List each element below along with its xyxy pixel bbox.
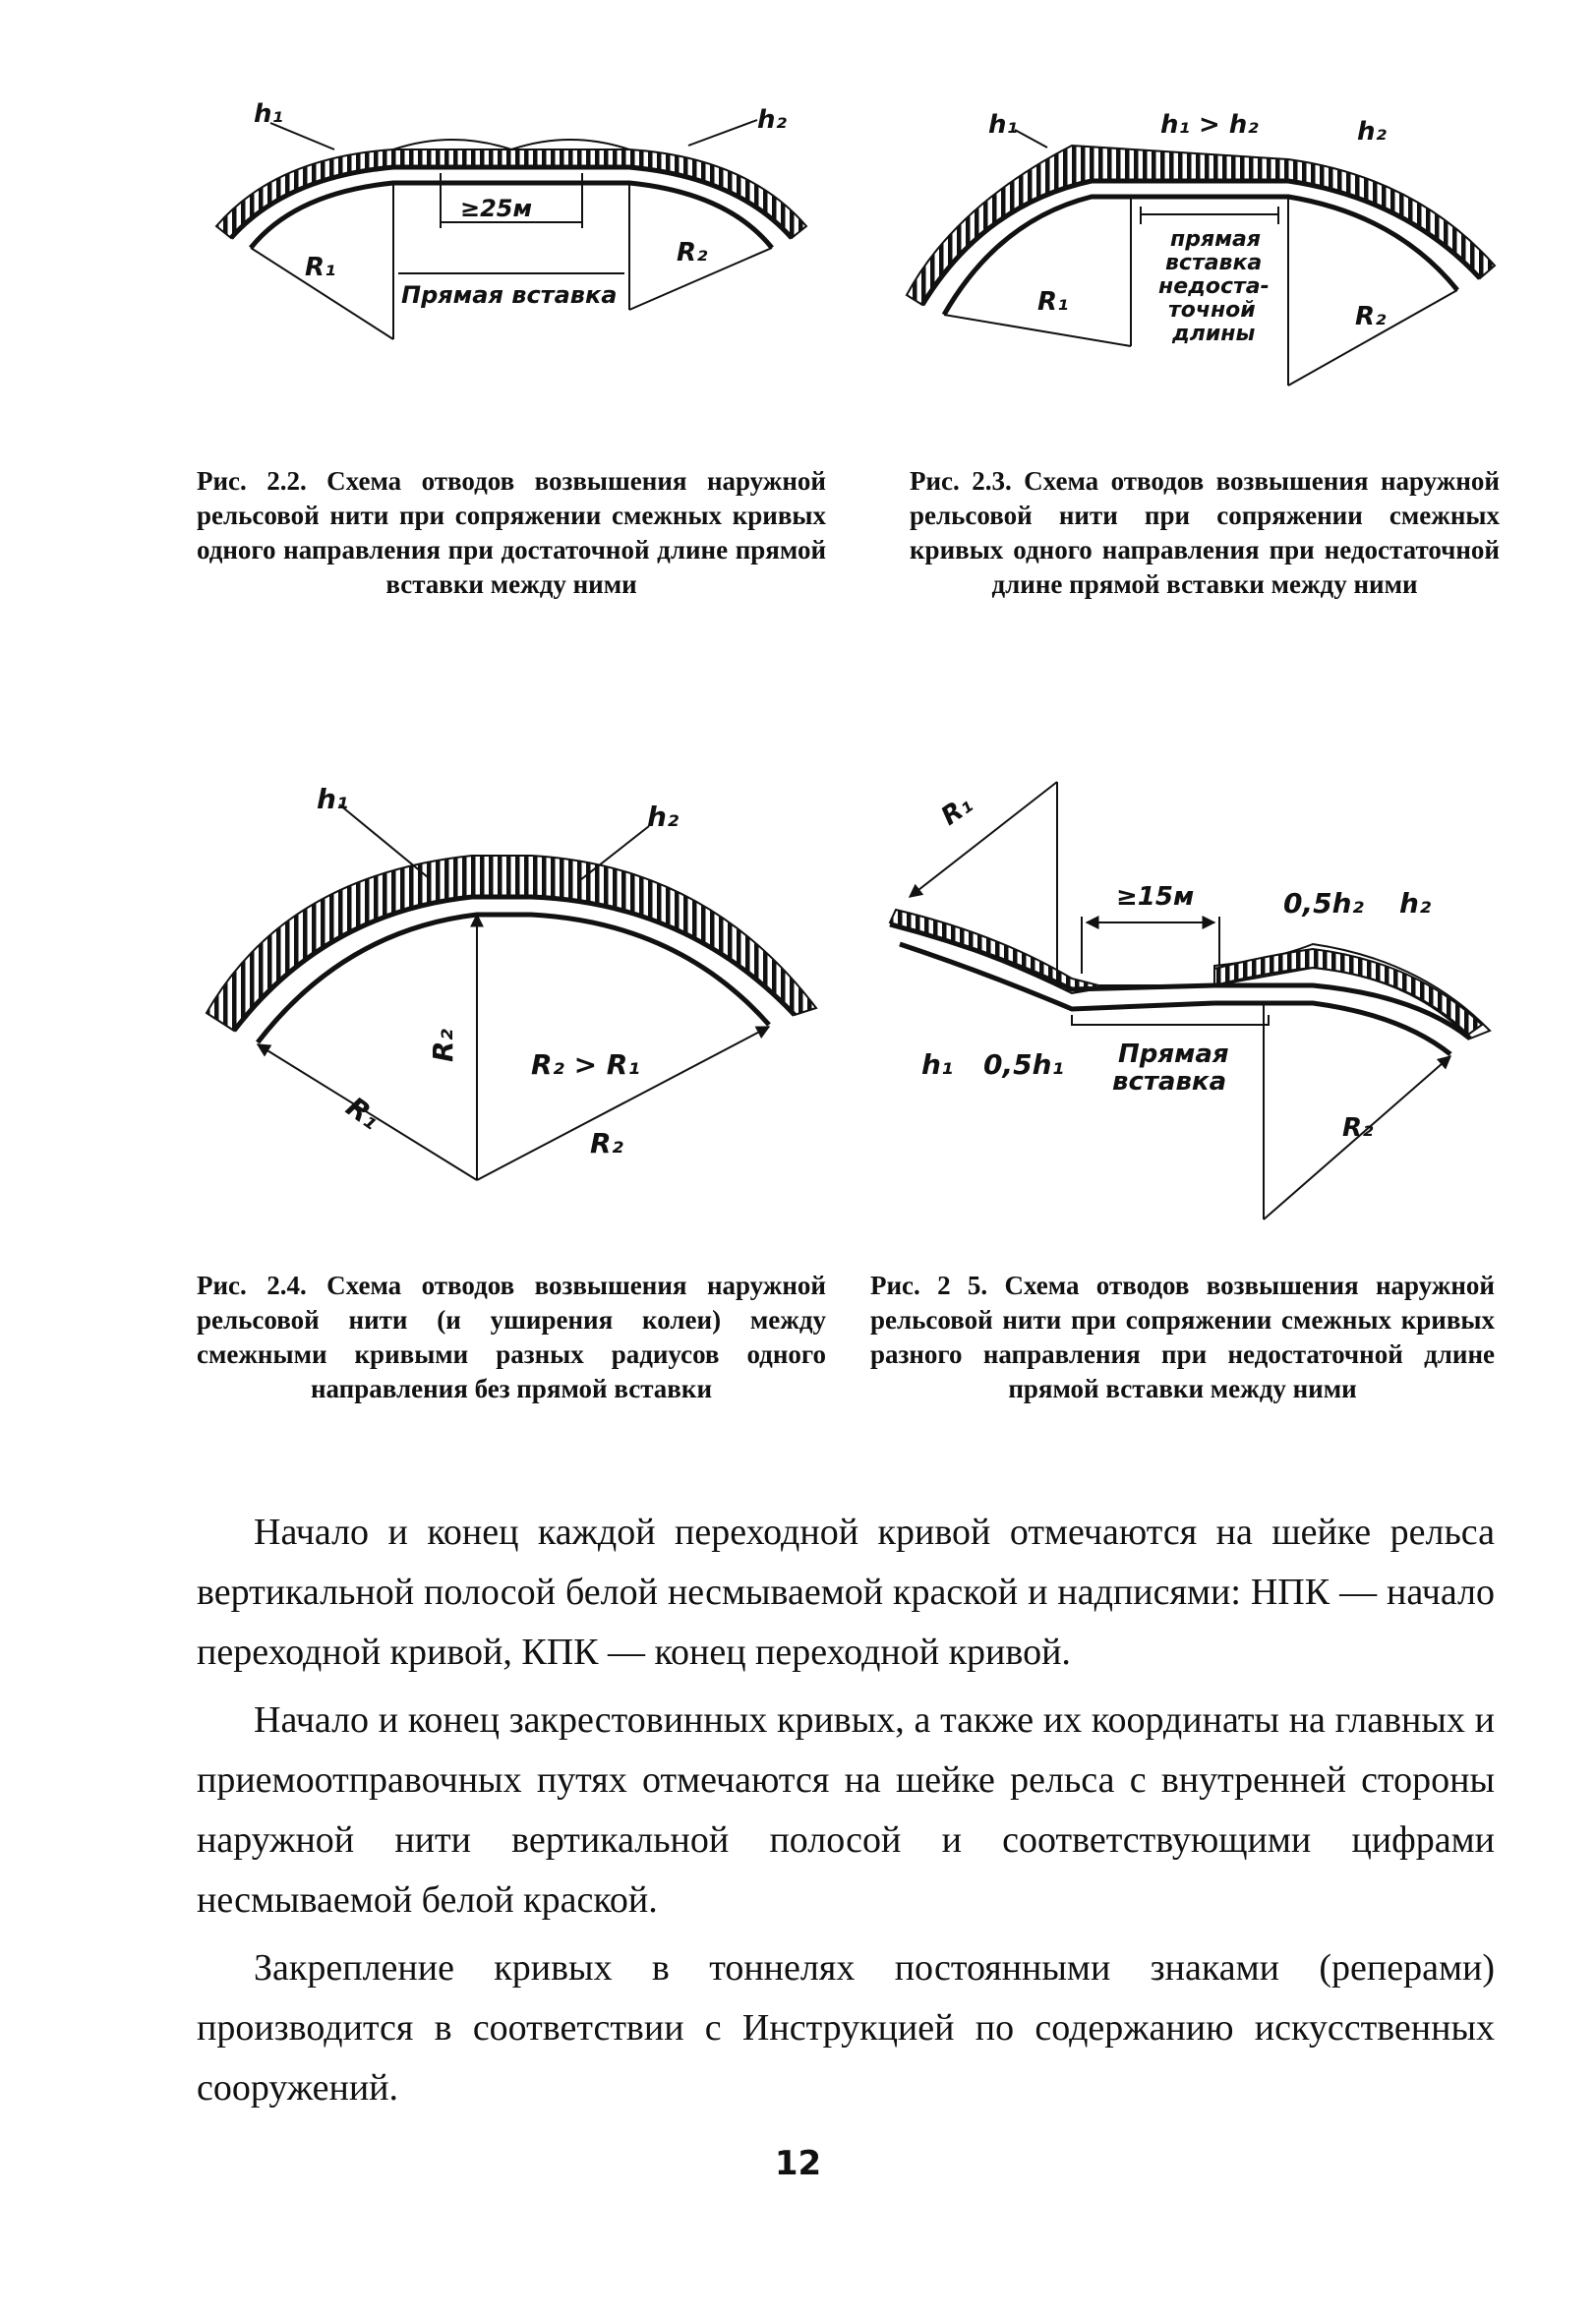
label-h1-gt-h2: h₁ > h₂ bbox=[1160, 110, 1259, 140]
label-r2: R₂ bbox=[1355, 302, 1387, 331]
label-r1: R₁ bbox=[935, 790, 978, 832]
label-h1: h₁ bbox=[988, 110, 1018, 140]
figure-2-3 bbox=[895, 98, 1505, 413]
figure-2-5 bbox=[880, 767, 1519, 1229]
label-half-h2: 0,5h₂ bbox=[1283, 887, 1364, 920]
label-insert-5: длины bbox=[1172, 322, 1256, 346]
label-insert-1: Прямая bbox=[1118, 1040, 1229, 1069]
paragraph-1: Начало и конец каждой переходной кривой отмечаются на шейке рельса вертикальной полосой белой несмываемой краской и надписями: НПК — начало переходной кривой, КПК — конец переходной кривой. bbox=[197, 1512, 1495, 1673]
label-half-h1: 0,5h₁ bbox=[983, 1048, 1064, 1081]
caption-fig-2-3: Рис. 2.3. Схема отводов возвышения наружной рельсовой нити при сопряжении смежных кривых одного направления при недостаточной длине прямой вставки между ними bbox=[910, 466, 1500, 599]
paragraph-3: Закрепление кривых в тоннелях постоянными знаками (реперами) производится в соответствии с Инструкцией по содержанию искусственных сооружений. bbox=[197, 1947, 1495, 2109]
page-number: 12 bbox=[774, 2144, 822, 2183]
caption-fig-2-5: Рис. 2 5. Схема отводов возвышения наружной рельсовой нити при сопряжении смежных кривых разного направления при недостаточной длине прямой вставки между ними bbox=[870, 1271, 1495, 1403]
label-insert-1: прямая bbox=[1170, 227, 1262, 252]
label-h2: h₂ bbox=[1399, 887, 1432, 920]
label-min-length: ≥25м bbox=[460, 195, 533, 222]
label-h1: h₁ bbox=[254, 99, 283, 129]
label-straight-insert: Прямая вставка bbox=[401, 281, 618, 309]
paragraph-2: Начало и конец закрестовинных кривых, а также их координаты на главных и приемоотправочных путях отмечаются на шейке рельса с внутренней стороны наружной нити вертикальной полосой и соответствующими цифрами несмываемой белой краской. bbox=[197, 1699, 1495, 1921]
figure-2-2 bbox=[197, 98, 826, 354]
label-r1: R₁ bbox=[1037, 287, 1069, 317]
label-insert-2: вставка bbox=[1112, 1067, 1227, 1097]
label-insert-3: недоста- bbox=[1158, 274, 1270, 299]
caption-fig-2-2: Рис. 2.2. Схема отводов возвышения наружной рельсовой нити при сопряжении смежных кривых одного направления при достаточной длине прямой вставки между ними bbox=[197, 466, 826, 599]
label-h1: h₁ bbox=[921, 1048, 954, 1081]
label-min-length: ≥15м bbox=[1116, 882, 1195, 912]
label-r2: R₂ bbox=[1342, 1113, 1374, 1143]
label-insert-2: вставка bbox=[1165, 251, 1263, 275]
caption-fig-2-4: Рис. 2.4. Схема отводов возвышения наружной рельсовой нити (и уширения колеи) между смежными кривыми разных радиусов одного направления без прямой вставки bbox=[197, 1271, 826, 1403]
label-r2: R₂ bbox=[590, 1127, 623, 1159]
label-r1: R₁ bbox=[305, 253, 336, 282]
body-text bbox=[197, 1503, 1495, 2126]
label-h2: h₂ bbox=[647, 801, 680, 833]
label-r2: R₂ bbox=[677, 238, 708, 267]
label-insert-4: точной bbox=[1168, 298, 1256, 323]
label-r2-vertical: R₂ bbox=[427, 1029, 459, 1062]
label-r1: R₁ bbox=[339, 1090, 386, 1137]
label-r2-gt-r1: R₂ > R₁ bbox=[531, 1048, 640, 1081]
label-h2: h₂ bbox=[1357, 117, 1387, 147]
figure-2-4 bbox=[197, 787, 826, 1210]
label-h2: h₂ bbox=[757, 105, 787, 135]
label-h1: h₁ bbox=[317, 787, 349, 815]
